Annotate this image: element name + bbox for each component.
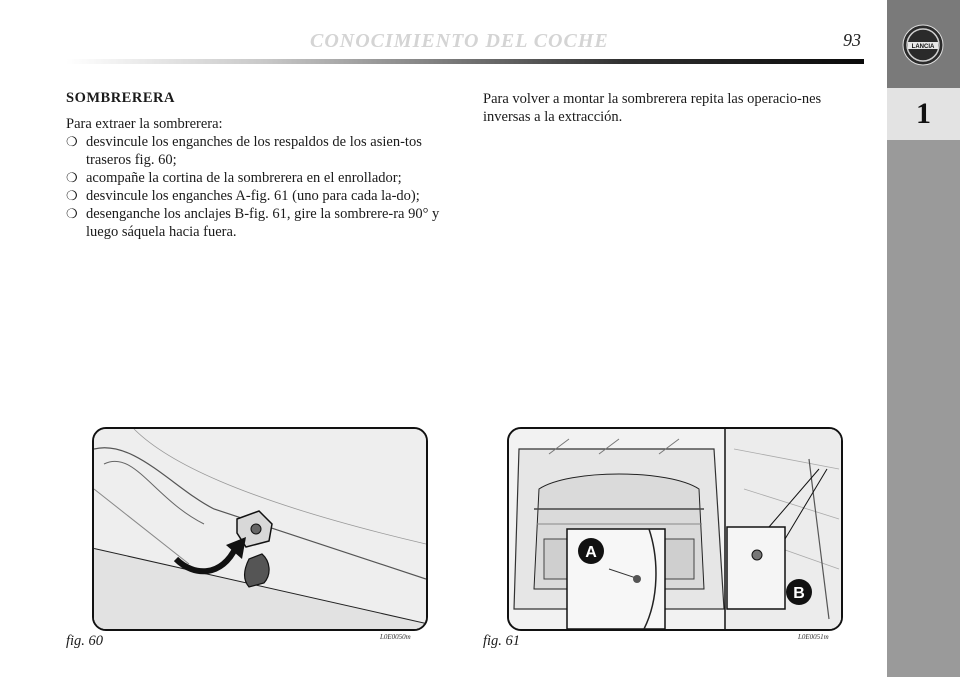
bullet-circle-icon: ❍	[66, 206, 78, 221]
chapter-side-tab	[887, 0, 960, 677]
callout-a-label: A	[585, 544, 597, 561]
side-tab-logo-area	[887, 0, 960, 88]
page-title: CONOCIMIENTO DEL COCHE	[310, 30, 609, 52]
figure-61-code: L0E0051m	[798, 633, 829, 641]
list-item	[66, 205, 451, 241]
bullet-circle-icon: ❍	[66, 188, 78, 203]
chapter-number: 1	[887, 88, 960, 140]
lancia-logo-icon	[902, 24, 944, 66]
list-item	[66, 169, 451, 187]
step-text: desvincule los enganches de los respaldos de los asien-tos traseros fig. 60;	[86, 134, 422, 168]
callout-b-label: B	[793, 585, 805, 602]
right-column	[483, 90, 868, 126]
left-column	[66, 90, 451, 241]
step-text: desenganche los anclajes B-fig. 61, gire la sombrere-ra 90° y luego sáquela hacia fuera.	[86, 206, 440, 240]
section-heading: SOMBRERERA	[66, 90, 175, 106]
trunk-drawing	[509, 429, 841, 629]
figure-61-caption: fig. 61	[483, 633, 521, 649]
steps-list	[66, 133, 451, 241]
logo-text: LANCIA	[911, 44, 935, 50]
list-item	[66, 133, 451, 169]
page-number: 93	[843, 30, 861, 50]
step-text: desvincule los enganches A-fig. 61 (uno para cada la-do);	[86, 188, 420, 204]
list-item	[66, 187, 451, 205]
header-divider	[66, 59, 864, 64]
step-text: acompañe la cortina de la sombrerera en el enrollador;	[86, 170, 402, 186]
figure-61-illustration	[507, 427, 843, 631]
figure-60-illustration	[92, 427, 428, 631]
bullet-circle-icon: ❍	[66, 170, 78, 185]
figure-60-caption: fig. 60	[66, 633, 104, 649]
bullet-circle-icon: ❍	[66, 134, 78, 149]
reassembly-text: Para volver a montar la sombrerera repita las operacio-nes inversas a la extracción.	[483, 91, 822, 125]
figure-60-code: L0E0050m	[380, 633, 411, 641]
seat-backrest-drawing	[94, 429, 426, 629]
intro-text: Para extraer la sombrerera:	[66, 116, 223, 132]
